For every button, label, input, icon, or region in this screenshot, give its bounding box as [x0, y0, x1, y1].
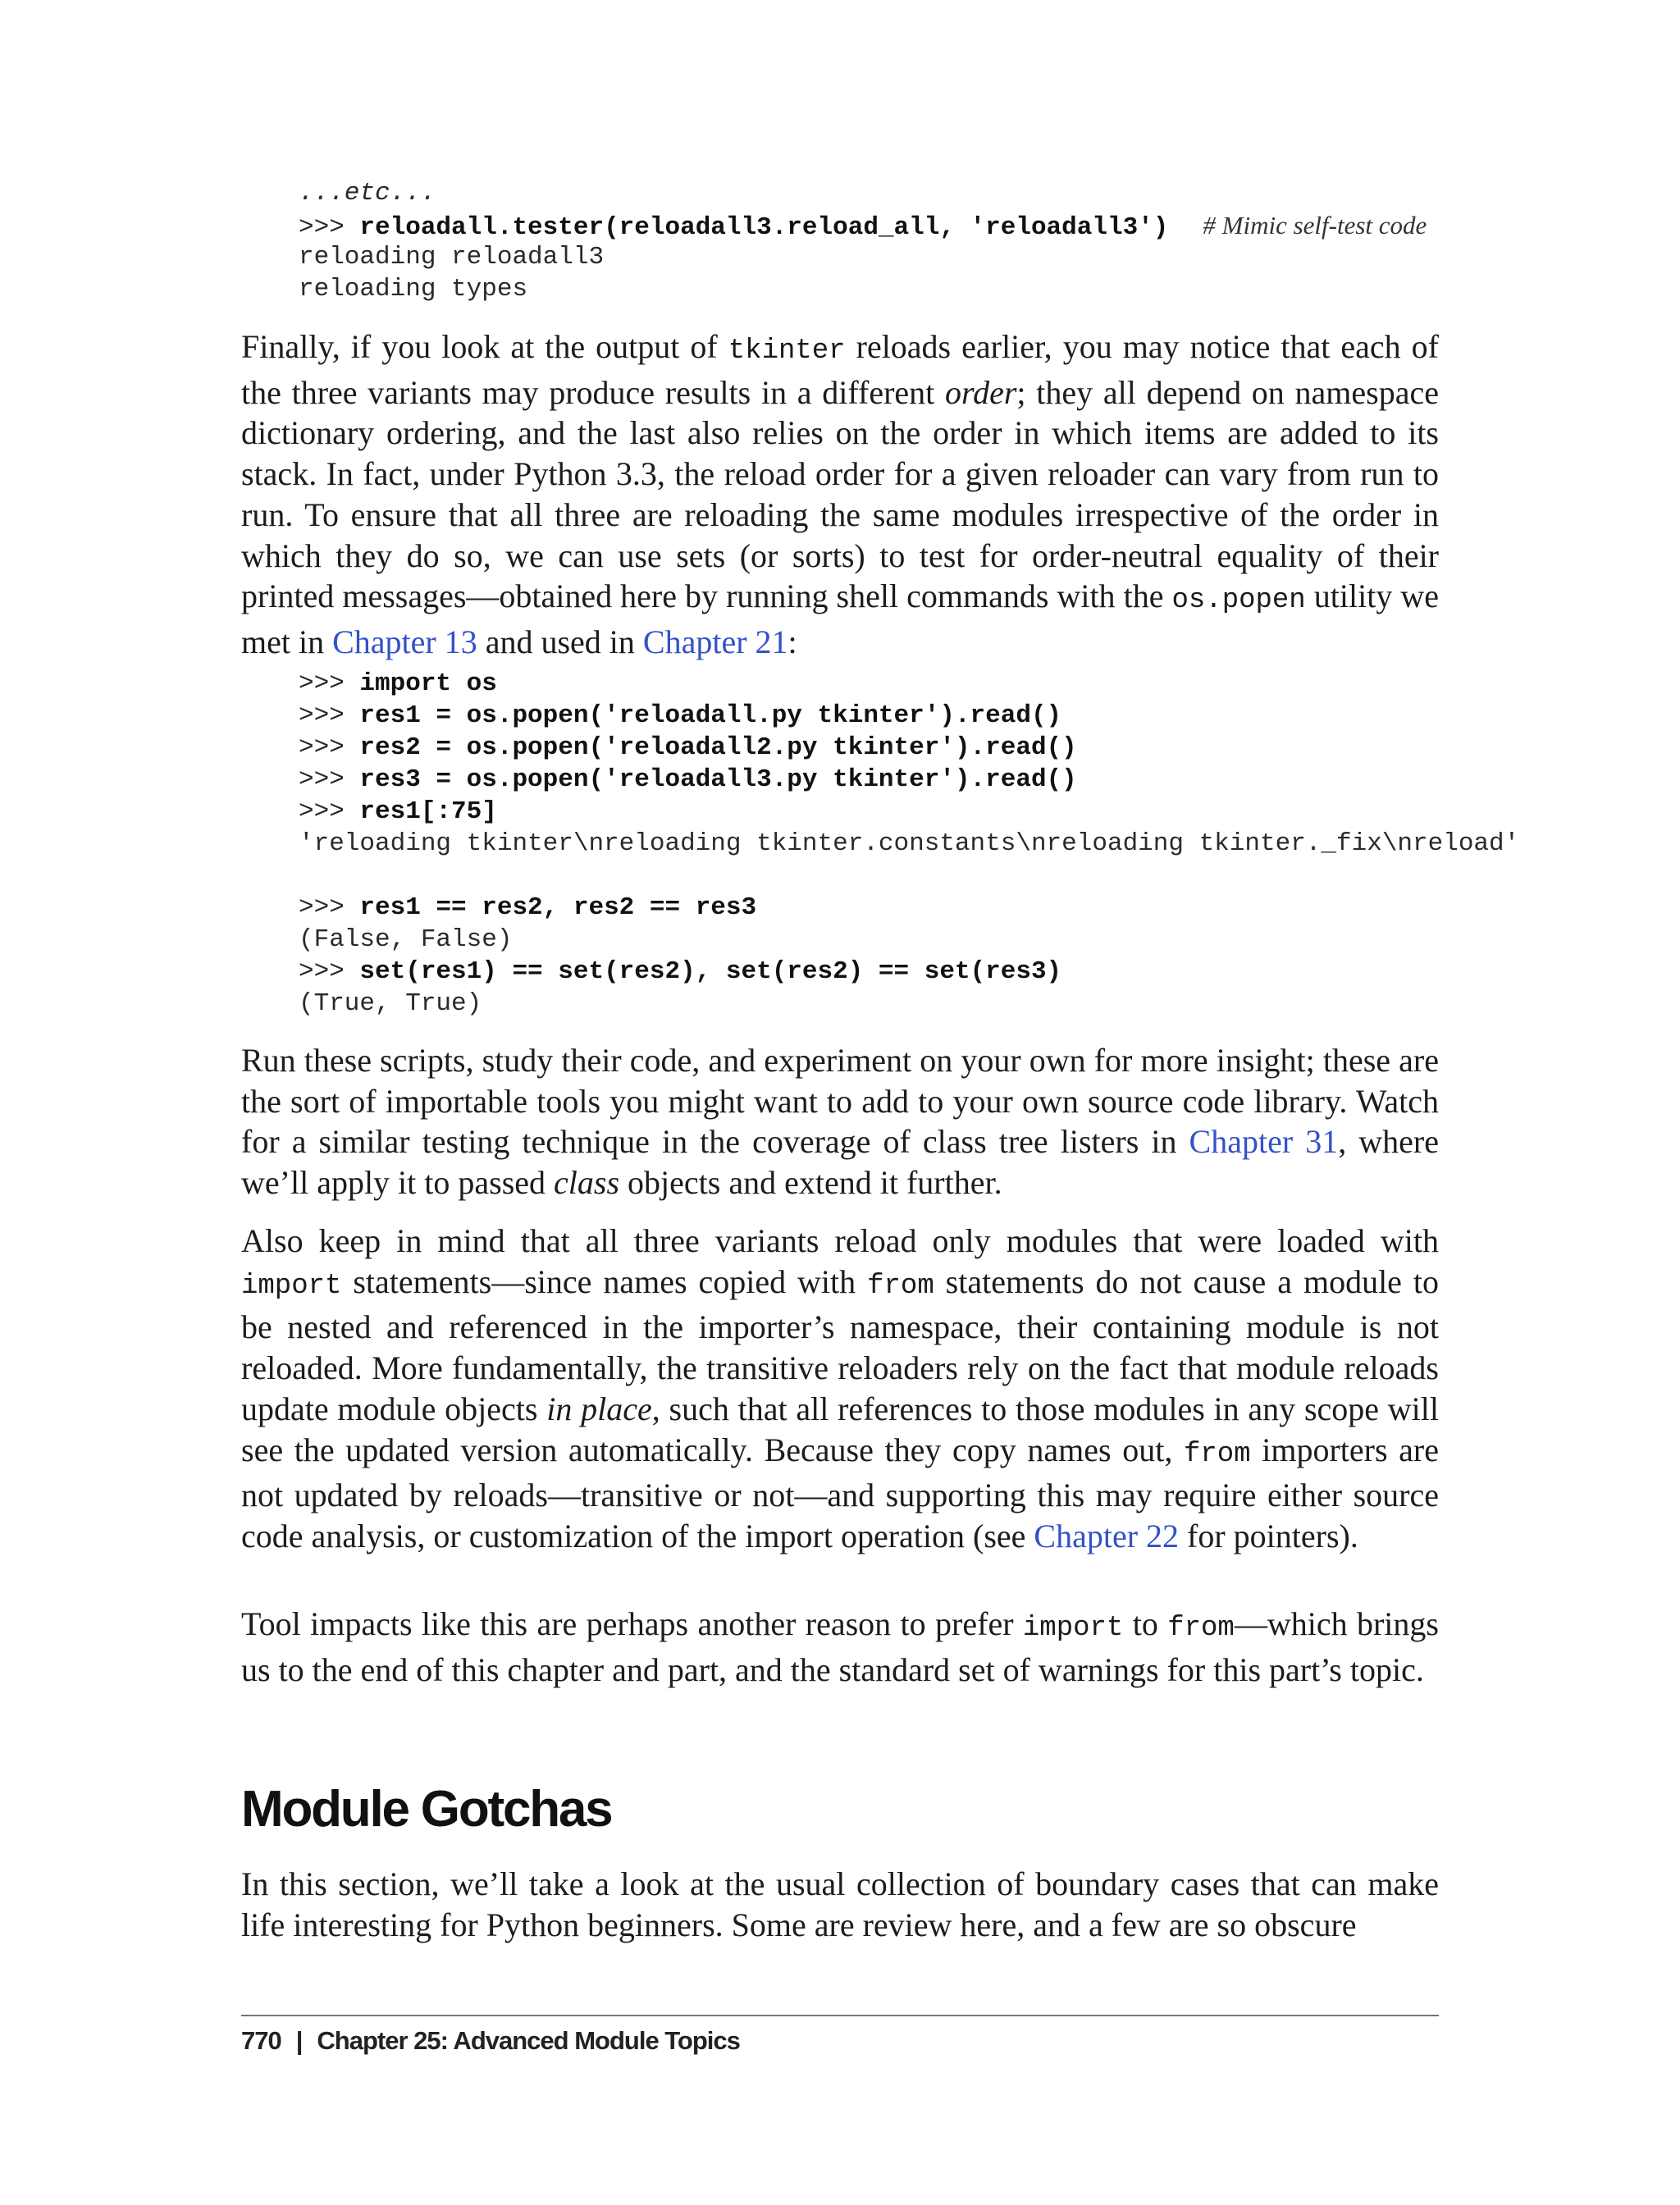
inline-code: import [241, 1270, 342, 1302]
code-comment: # Mimic self-test code [1203, 211, 1427, 240]
page-number: 770 [241, 2026, 281, 2055]
code-block-popen-compare [299, 668, 1519, 1020]
code-output-line: (False, False) [299, 925, 513, 954]
link-chapter-21[interactable]: Chapter 21 [642, 623, 788, 660]
paragraph-import-vs-from: Also keep in mind that all three variants reload only modules that were loaded with import statements—since names copied with from statements do not cause a module to be nested and referenced in the importer’s namespace, their containing module is not reloaded. More fundamentally, the transitive reloaders rely on the fact that module reloads update module objects in place, such that all references to those modules in any scope will see the updated version automatically. Because they copy names out, from importers are not updated by reloads—transitive or not—and supporting this may require either source code analysis, or customization of the import operation (see Chapter 22 for pointers). [241, 1222, 1440, 1554]
paragraph-tool-impacts: Tool impacts like this are perhaps another reason to prefer import to from—which brings us to the end of this chapter and part, and the standard set of warnings for this part’s topic. [241, 1605, 1439, 1688]
inline-code: os.popen [1171, 585, 1306, 617]
inline-code: from [867, 1270, 934, 1302]
code-line: >>> res2 = os.popen('reloadall2.py tkinter').read() [299, 733, 1077, 762]
inline-code: from [1183, 1438, 1251, 1470]
code-line: >>> set(res1) == set(res2), set(res2) == set(res3) [299, 957, 1062, 986]
code-output-line: 'reloading tkinter\nreloading tkinter.constants\nreloading tkinter._fix\nreload' [299, 829, 1520, 858]
inline-code: from [1167, 1613, 1235, 1644]
paragraph-order-neutral: Finally, if you look at the output of tkinter reloads earlier, you may notice that each of the three variants may produce results in a different order; they all depend on namespace dictionary ordering, and the last also relies on the order in which items are added to its stack. In fact, under Python 3.3, the reload order for a given reloader can vary from run to run. To ensure that all three are reloading the same modules irrespective of the order in which they do so, we can use sets (or sorts) to test for order-neutral equality of their printed messages—obtained here by running shell commands with the os.popen utility we met in Chapter 13 and used in Chapter 21: [241, 328, 1439, 660]
code-output-line: (True, True) [299, 989, 482, 1018]
code-line: ...etc... [299, 179, 436, 208]
code-line: >>> reloadall.tester(reloadall3.reload_all, 'reloadall3') # Mimic self-test code [299, 211, 1427, 242]
code-output-line: reloading reloadall3 [299, 243, 605, 272]
section-heading-module-gotchas: Module Gotchas [241, 1781, 612, 1838]
code-input: reloadall.tester(reloadall3.reload_all, 'reloadall3') [359, 213, 1169, 242]
code-line: >>> res1 = os.popen('reloadall.py tkinter').read() [299, 701, 1062, 730]
footer-divider [241, 2015, 1439, 2016]
code-output-line: reloading types [299, 275, 528, 304]
code-line: >>> res3 = os.popen('reloadall3.py tkinter').read() [299, 765, 1077, 794]
code-line: >>> import os [299, 669, 497, 698]
footer-separator: | [295, 2026, 303, 2055]
link-chapter-22[interactable]: Chapter 22 [1034, 1517, 1180, 1554]
code-line: >>> res1[:75] [299, 797, 497, 826]
paragraph-gotchas-intro: In this section, we’ll take a look at the usual collection of boundary cases that can make life interesting for Python beginners. Some are review here, and a few are so obscure [241, 1865, 1439, 1943]
paragraph-run-scripts: Run these scripts, study their code, and experiment on your own for more insight; these are the sort of importable tools you might want to add to your own source code library. Watch for a similar testing technique in the coverage of class tree listers in Chapter 31, where we’ll apply it to passed class objects and extend it further. [241, 1042, 1440, 1202]
link-chapter-31[interactable]: Chapter 31 [1189, 1123, 1339, 1161]
code-line: >>> res1 == res2, res2 == res3 [299, 893, 757, 922]
link-chapter-13[interactable]: Chapter 13 [332, 623, 477, 660]
page-footer [241, 2026, 740, 2056]
footer-chapter-title: Chapter 25: Advanced Module Topics [317, 2026, 740, 2055]
inline-code: import [1022, 1613, 1124, 1644]
code-block-reload-tester [299, 177, 1427, 305]
inline-code: tkinter [728, 336, 846, 367]
